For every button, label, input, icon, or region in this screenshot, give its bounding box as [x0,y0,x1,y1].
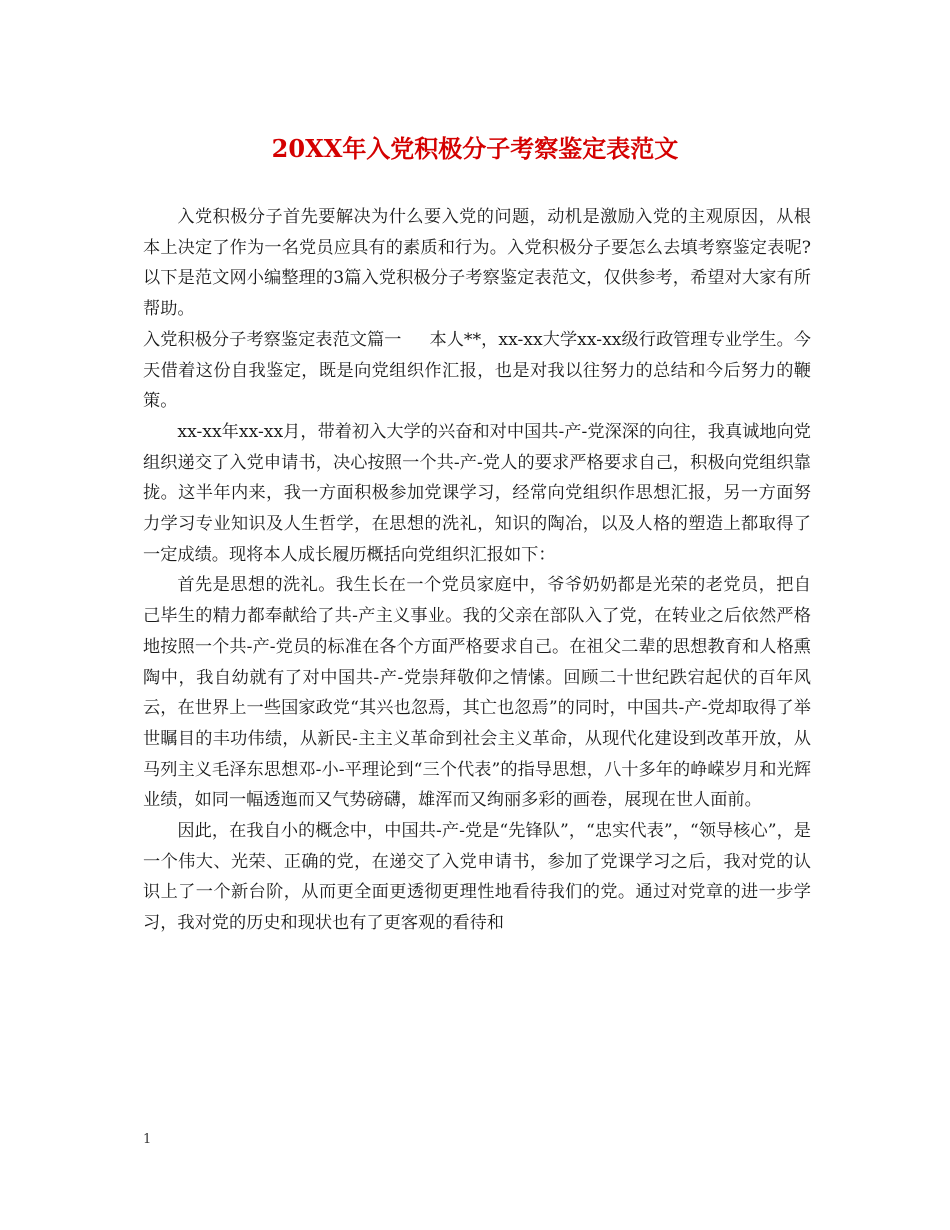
paragraph-thought: 首先是思想的洗礼。我生长在一个党员家庭中，爷爷奶奶都是光荣的老党员，把自己毕生的精力都奉献给了共-产主义事业。我的父亲在部队入了党，在转业之后依然严格地按照一个共-产-党员的标准在各个方面严格要求自己。在祖父二辈的思想教育和人格熏陶中，我自幼就有了对中国共-产-党崇拜敬仰之情愫。回顾二十世纪跌宕起伏的百年风云，在世界上一些国家政党“其兴也忽焉，其亡也忽焉”的同时，中国共-产-党却取得了举世瞩目的丰功伟绩，从新民-主主义革命到社会主义革命，从现代化建设到改革开放，从马列主义毛泽东思想邓-小-平理论到“三个代表”的指导思想，八十多年的峥嵘岁月和光辉业绩，如同一幅透迤而又气势磅礴，雄浑而又绚丽多彩的画卷，展现在世人面前。 [143,575,811,811]
paragraph-section-one [143,325,811,417]
document-title: 20XX年入党积极分子考察鉴定表范文 [271,134,679,163]
section-heading: 入党积极分子考察鉴定表范文篇一 [143,329,402,350]
document-body [143,202,811,939]
section-intro-text: 本人**，xx-xx大学xx-xx级行政管理专业学生。今天借着这份自我鉴定，既是向党组织作汇报，也是对我以往努力的总结和今后努力的鞭策。 [143,329,811,412]
page-number: 1 [143,1132,152,1147]
paragraph-application: xx-xx年xx-xx月，带着初入大学的兴奋和对中国共-产-党深深的向往，我真诚地向党组织递交了入党申请书，决心按照一个共-产-党人的要求严格要求自己，积极向党组织靠拢。这半年内来，我一方面积极参加党课学习，经常向党组织作思想汇报，另一方面努力学习专业知识及人生哲学，在思想的洗礼，知识的陶冶，以及人格的塑造上都取得了一定成绩。现将本人成长履历概括向党组织汇报如下： [143,421,811,565]
paragraph-concept: 因此，在我自小的概念中，中国共-产-党是“先锋队”，“忠实代表”，“领导核心”，是一个伟大、光荣、正确的党，在递交了入党申请书，参加了党课学习之后，我对党的认识上了一个新台阶，从而更全面更透彻更理性地看待我们的党。通过对党章的进一步学习，我对党的历史和现状也有了更客观的看待和 [143,821,811,934]
paragraph-intro: 入党积极分子首先要解决为什么要入党的问题，动机是激励入党的主观原因，从根本上决定了作为一名党员应具有的素质和行为。入党积极分子要怎么去填考察鉴定表呢?以下是范文网小编整理的3篇入党积极分子考察鉴定表范文，仅供参考，希望对大家有所帮助。 [143,207,811,320]
